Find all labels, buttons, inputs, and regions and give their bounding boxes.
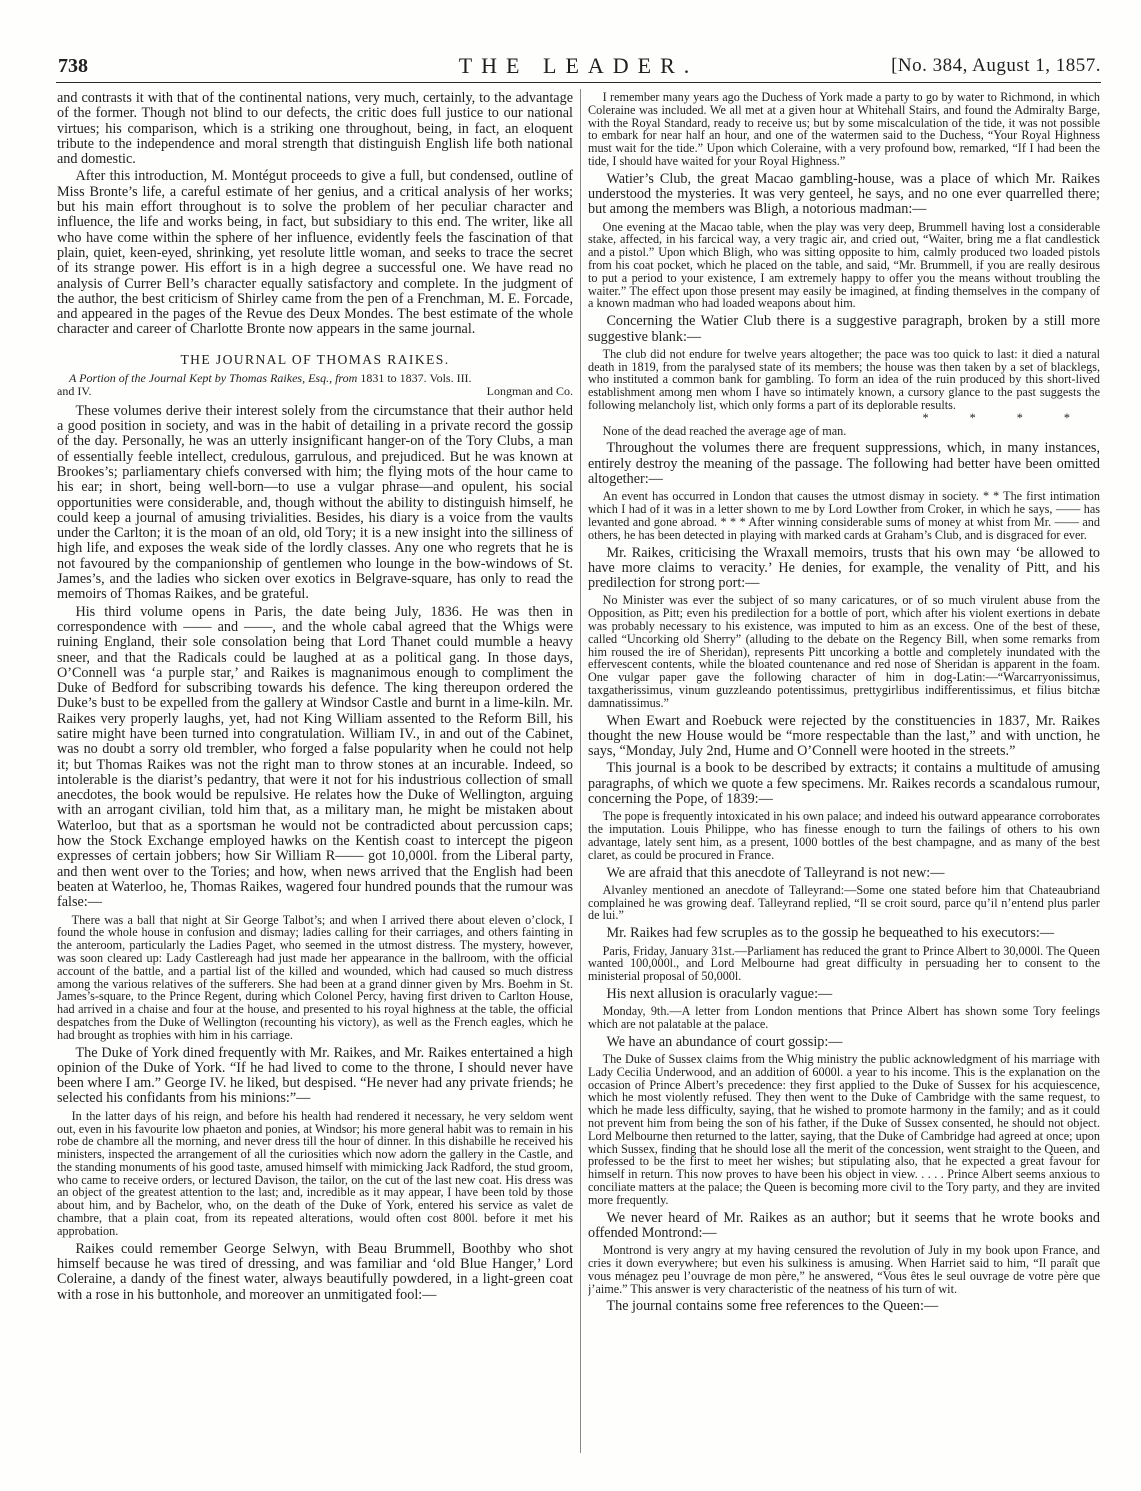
quoted-extract: Paris, Friday, January 31st.—Parliament has reduced the grant to Prince Albert to 30,000l. The Queen wanted 100,000l., and Lord Melbourne had great difficulty in persuading her to consent to the ministerial proposal of 50,000l. (588, 943, 1100, 984)
quoted-extract: None of the dead reached the average age of man. (602, 423, 847, 438)
article-paragraph: The Duke of York dined frequently with Mr. Raikes, and Mr. Raikes entertained a high opinion of the Duke of York. “If he had lived to come to the throne, I should never have been where I am.” George IV. he liked, but despised. “He never had any private friends; he selected his confidants from his minions:”— (57, 1044, 573, 1107)
quoted-extract: In the latter days of his reign, and before his health had rendered it necessary, he very seldom went out, even in his favourite low phaeton and ponies, at Windsor; his more general habit was to remain in his robe de chambre all the morning, and never dress till the hour of dinner. In this dishabille he received his ministers, inspected the arrangement of all the curiosities which now adorn the gallery in the Castle, and the standing monuments of his good taste, amused himself with mimicking Jack Radford, the stud groom, who came to receive orders, or lectured Davison, the tailor, on the cut of the last new coat. His dress was an object of the greatest attention to the last; and, incredible as it may appear, I have been told by those about him, and by Bachelor, who, on the death of the Duke of York, entered his service as valet de chambre, that a plain coat, from its repeated alterations, would often cost 800l. before it met his approbation. (57, 1108, 573, 1238)
article-paragraph: We have an abundance of court gossip:— (606, 1033, 843, 1050)
article-paragraph: This journal is a book to be described by extracts; it contains a multitude of amusing paragraphs, of which we quote a few specimens. Mr. Raikes records a scandalous rumour, concerning the Pope, of 1839:— (588, 760, 1100, 808)
article-paragraph: These volumes derive their interest solely from the circumstance that their author held a good position in society, and was in the habit of detailing in a private record the gossip of the day. Personally, he was an utterly insignificant hanger-on of the Tory Clubs, a man of essentially feeble intellect, credulous, garrulous, and prejudiced. But he was known at Brookes’s; parliamentary chiefs conversed with him; the flying mots of the hour came to his ear; in short, being well-born—to use a vulgar phrase—and opulent, his social opportunities were considerable, and, though without the ability to distinguish himself, he could keep a journal of amusing trivialities. Besides, his diary is a voice from the vaults under the Carlton; it is the moan of an old, old Tory; it is a new insight into the silliness of high life, and exposes the weak side of the lordly classes. Any one who regrets that he is not favoured by the companionship of gentlemen who lounge in the bow-windows of St. James’s, and the ladies who sicken over exotics in Belgrave-square, has only to read the memoirs of Thomas Raikes, and be grateful. (57, 402, 573, 603)
quoted-extract: There was a ball that night at Sir George Talbot’s; and when I arrived there about eleven o’clock, I found the whole house in confusion and dismay; ladies calling for their carriages, and others fainting in the anteroom, particularly the Ladies Paget, who seemed in the utmost distress. The mystery, however, was soon cleared up: Lady Castlereagh had just made her appearance in the ballroom, with the official account of the battle, and a partial list of the killed and wounded, which had caused so much distress among the various relatives of the sufferers. She had been at a grand dinner given by Mrs. Boehm in St. James’s-square, to the Prince Regent, during which Colonel Percy, having first driven to Carlton House, had arrived in a chaise and four at the house, and presented to his royal highness at the table, the official despatches from the Duke of Wellington (recounting his victory), as well as the French eagles, which he had brought as trophies with him in his carriage. (57, 912, 573, 1042)
quoted-extract: No Minister was ever the subject of so many caricatures, or of so much virulent abuse from the Opposition, as Pitt; even his predilection for a bottle of port, which after his violent exertions in debate was probably necessary to his existence, was imputed to him as an excess. One of the best of these, called “Uncorking old Sherry” (alluding to the debate on the Regency Bill, when some remarks from him roused the ire of Sheridan), represents Pitt uncorking a bottle and completely inundated with the effervescent contents, while the bloated countenance and red nose of Sheridan is apparent in the foam. One vulgar paper gave the following character of him in dog-Latin:—“Warcarryonissimus, taxgatherissimus, vinum guzzleando potentissimus, prettygirlibus indifferentissimus, et filius bitchæ damnatissimus.” (588, 593, 1100, 710)
page-header (56, 50, 1101, 83)
article-paragraph: His third volume opens in Paris, the date being July, 1836. He was then in correspondence with —— and ——, and the whole cabal agreed that the Whigs were ruining England, their sole consolation being that Lord Thanet could mumble a heavy sneer, and that the Radicals could be laughed at as a political gang. In those days, O’Connell was ‘a purple star,’ and Raikes is magnanimous enough to compliment the Duke of Bedford for subscribing towards his defence. The king thereupon ordered the Duke’s bust to be expelled from the gallery at Windsor Castle and burnt in a lime-kiln. Mr. Raikes very properly laughs, yet, had not King William assented to the Reform Bill, his satire might have been turned into congratulation. William IV., in and out of the Cabinet, was no doubt a sorry old trembler, who forged a false popularity when he could not help it; but Thomas Raikes was not the right man to throw stones at an incurable. Indeed, so intolerable is the diarist’s pedantry, that were it not for his industrious collection of small anecdotes, the book would be repulsive. He relates how the Duke of Wellington, arguing with an arrogant civilian, told him that, as a military man, he might be mistaken about Waterloo, but that as a sportsman he would not be contradicted about percussion caps; how the Stock Exchange employed hawks on the Kentish coast to intercept the pigeon expresses of certain jobbers; how Sir William R—— got 10,000l. from the Liberal party, and then went over to the Tories; and how, when news arrived that the English had been beaten at Waterloo, he, Thomas Raikes, wagered four hundred pounds that the rumour was false:— (57, 603, 573, 911)
quoted-extract: Alvanley mentioned an anecdote of Talleyrand:—Some one stated before him that Chateaubriand complained he was growing deaf. Talleyrand replied, “Il se croit sourd, parce qu’il n’entend plus parler de lui.” (588, 882, 1100, 923)
article-paragraph: We are afraid that this anecdote of Talleyrand is not new:— (606, 864, 945, 881)
article-paragraph: We never heard of Mr. Raikes as an author; but it seems that he wrote books and offended Montrond:— (588, 1209, 1100, 1241)
left-column (57, 91, 573, 1453)
column-divider (580, 89, 581, 1453)
article-paragraph: The journal contains some free references to the Queen:— (606, 1298, 939, 1315)
quoted-extract: The club did not endure for twelve years altogether; the pace was too quick to last: it died a natural death in 1819, from the paralysed state of its members; the house was then taken by a set of blacklegs, who instituted a common bank for gambling. To form an idea of the ruin produced by this short-lived establishment among men whom I have so intimately known, a cursory glance to the past suggests the following melancholy list, which only forms a part of its deplorable results. (588, 346, 1100, 413)
quoted-extract: One evening at the Macao table, when the play was very deep, Brummell having lost a considerable stake, affected, in his farcical way, a very tragic air, and cried out, “Waiter, bring me a flat candlestick and a pistol.” Upon which Bligh, who was sitting opposite to him, calmly produced two loaded pistols from his coat pocket, which he placed on the table, and said, “Mr. Brummell, if you are really desirous to put a period to your existence, I am extremely happy to offer you the means without troubling the waiter.” The effect upon those present may easily be imagined, at finding themselves in the company of a known madman who had loaded weapons about him. (588, 219, 1100, 311)
article-paragraph: and contrasts it with that of the continental nations, very much, certainly, to the advantage of the former. Though not blind to our defects, the critic does full justice to our national virtues; his comparison, which is a striking one throughout, being, in fact, an eloquent tribute to the independence and moral strength that distinguish English life both national and domestic. (57, 91, 573, 168)
quoted-extract: The Duke of Sussex claims from the Whig ministry the public acknowledgment of his marriage with Lady Cecilia Underwood, and an addition of 6000l. a year to his income. This is the explanation on the occasion of Prince Albert’s precedence: they first applied to the Duke of Sussex for his acquiescence, which he most violently refused. They then went to the Duke of Cambridge with the same request, to which he made less difficulty, saying, that he wished to promote harmony in the family; and as it could not prevent him from being the son of his father, if the Duke of Sussex consented, he should not object. Lord Melbourne then returned to the latter, saying, that the Duke of Cambridge had agreed at once; upon which Sussex, finding that he should lose all the merit of the concession, went straight to the Queen, and professed to be the first to meet her wishes; but stipulating also, that he expected a great favour for himself in return. This now proves to have been his object in view. . . . . Prince Albert seems anxious to conciliate matters at the palace; the Queen is becoming more civil to the Tory party, and they are invited more frequently. (588, 1052, 1100, 1207)
article-paragraph: Concerning the Watier Club there is a suggestive paragraph, broken by a still more suggestive blank:— (588, 313, 1100, 345)
newspaper-title: THE LEADER. (458, 53, 699, 78)
article-paragraph: Watier’s Club, the great Macao gambling-house, was a place of which Mr. Raikes understood the mysteries. It was very genteel, he says, and no one ever quarrelled there; but among the members was Bligh, a notorious madman:— (588, 170, 1100, 218)
quoted-extract: The pope is frequently intoxicated in his own palace; and indeed his outward appearance corroborates the imputation. Louis Philippe, who has finesse enough to turn the failings of others to his own advantage, lately sent him, as a present, 1000 bottles of the best champagne, and as many of the best claret, as could be procured in France. (588, 809, 1100, 862)
review-subtitle (57, 372, 573, 399)
article-paragraph: His next allusion is oracularly vague:— (606, 985, 833, 1002)
quoted-extract: Monday, 9th.—A letter from London mentions that Prince Albert has shown some Tory feelings which are not palatable at the palace. (588, 1004, 1100, 1031)
review-heading: THE JOURNAL OF THOMAS RAIKES. (180, 351, 450, 367)
article-paragraph: Throughout the volumes there are frequent suppressions, which, in many instances, entirely destroy the meaning of the passage. The following had better have been omitted altogether:— (588, 440, 1100, 488)
review-subtitle-title: A Portion of the Journal Kept by Thomas Raikes, Esq., from (69, 370, 358, 385)
quoted-extract: Montrond is very angry at my having censured the revolution of July in my book upon France, and cries it down everywhere; but even his sulkiness is amusing. When Harriet said to him, “Il paraît que vous ménagez peu l’ouvrage de mon père,” he answered, “Vous êtes le seul ouvrage de votre père que j’aime.” This answer is very characteristic of the neatness of his turn of wit. (588, 1243, 1100, 1296)
review-subtitle-dates: 1831 to 1837. Vols. III. (360, 370, 472, 385)
article-paragraph: Raikes could remember George Selwyn, with Beau Brummell, Boothby who shot himself because he was tired of dressing, and was familiar and ‘old Blue Hanger,’ Lord Coleraine, a dandy of the finest water, always beautifully powdered, in a light-green coat with a rose in his buttonhole, and moreover an unmitigated fool:— (57, 1240, 573, 1303)
review-subtitle-line (57, 385, 573, 399)
right-column (588, 91, 1100, 1453)
omission-asterisks: * * * * (922, 410, 1070, 425)
article-paragraph: After this introduction, M. Montégut proceeds to give a full, but condensed, outline of Miss Bronte’s life, a careful estimate of her genius, and a critical analysis of her works; but his main effort throughout is to solve the problem of her peculiar character and influence, the life and works being, in fact, but subsidiary to this end. The writer, like all who have come within the sphere of her influence, evidently feels the fascination of that plain, quiet, keen-eyed, shrinking, yet resolute little woman, and seeks to trace the secret of its strange power. His effort is in a high degree a successful one. We have read no analysis of Currer Bell’s character equally satisfactory and complete. In the judgment of the author, the best criticism of Shirley came from the pen of a Frenchman, M. E. Forcade, and appeared in the pages of the Revue des Deux Mondes. The best estimate of the whole character and career of Charlotte Bronte now appears in the same journal. (57, 168, 573, 338)
review-subtitle-volumes: and IV. (57, 384, 92, 399)
quoted-extract: An event has occurred in London that causes the utmost dismay in society. * * The first intimation which I had of it was in a letter shown to me by Lord Lowther from Croker, in which he says, —— has levanted and gone abroad. * * * After winning considerable sums of money at whist from Mr. —— and others, he has been detected in playing with marked cards at Graham’s Club, and is disgraced for ever. (588, 489, 1100, 542)
article-paragraph: Mr. Raikes, criticising the Wraxall memoirs, trusts that his own may ‘be allowed to have more claims to veracity.’ He denies, for example, the venality of Pitt, and his predilection for strong port:— (588, 544, 1100, 592)
review-publisher: Longman and Co. (486, 384, 573, 399)
page-number: 738 (58, 55, 88, 77)
quoted-extract: I remember many years ago the Duchess of York made a party to go by water to Richmond, in which Coleraine was included. We all met at a given hour at Whitehall Stairs, and found the Admiralty Barge, with the Royal Standard, ready to receive us; but by some miscalculation of the tide, it was not possible to embark for near half an hour, and one of the watermen said to the Duchess, “Your Royal Highness must wait for the tide.” Upon which Coleraine, with a very profound bow, remarked, “If I had been the tide, I should have waited for your Royal Highness.” (588, 91, 1100, 168)
article-paragraph: Mr. Raikes had few scruples as to the gossip he bequeathed to his executors:— (606, 925, 1055, 942)
article-paragraph: When Ewart and Roebuck were rejected by the constituencies in 1837, Mr. Raikes thought the new House would be “more respectable than the last,” and with unction, he says, “Monday, July 2nd, Hume and O’Connell were hooted in the streets.” (588, 712, 1100, 760)
review-subtitle-line (57, 372, 573, 386)
issue-info: [No. 384, August 1, 1857. (891, 55, 1101, 76)
